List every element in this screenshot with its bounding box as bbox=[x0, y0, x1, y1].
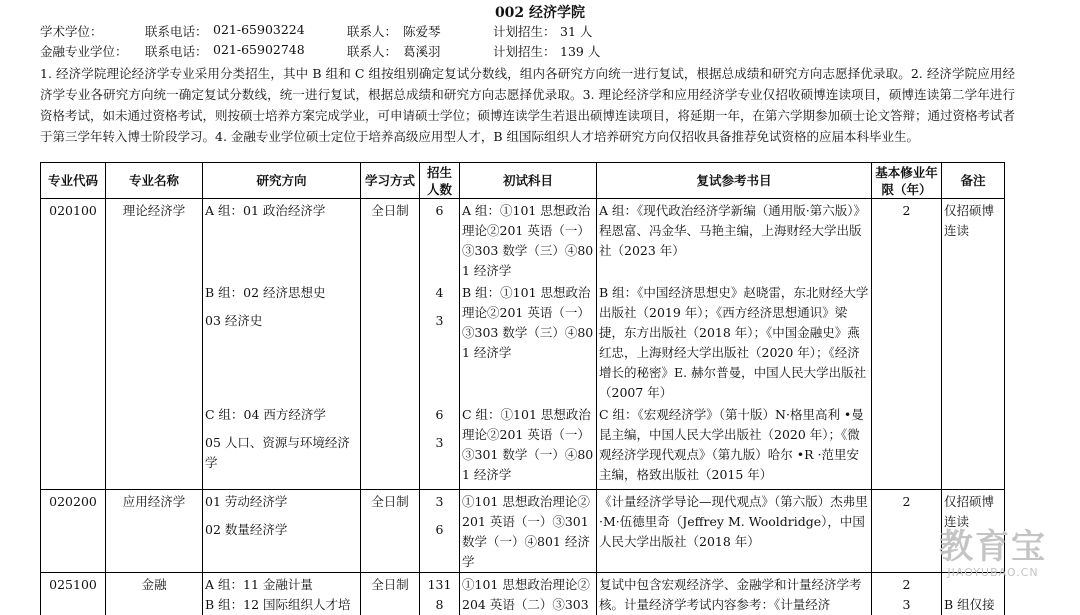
cell-books: 《计量经济学导论—现代观点》（第六版）杰弗里 ·M·伍德里奇（Jeffrey M. Wooldridge），中国人民大学出版社（2018 年） bbox=[597, 489, 872, 572]
cell-enroll bbox=[420, 403, 460, 489]
contact-phone-label-1: 联系电话： bbox=[145, 24, 208, 39]
table-row bbox=[41, 199, 1005, 282]
direction-line: 01 劳动经济学 bbox=[205, 493, 288, 509]
header-mode: 学习方式 bbox=[361, 163, 420, 199]
header-exam: 初试科目 bbox=[460, 163, 597, 199]
watermark-url: JIAOYUBAO.CN bbox=[947, 566, 1039, 579]
enroll-value: 8 bbox=[435, 596, 444, 612]
cell-name: 理论经济学 bbox=[106, 199, 203, 490]
contact-degree-1: 学术学位： bbox=[40, 24, 103, 39]
table-row bbox=[41, 572, 1005, 615]
cell-direction bbox=[203, 281, 361, 403]
cell-name: 应用经济学 bbox=[106, 489, 203, 572]
cell-code: 025100 bbox=[41, 572, 106, 615]
direction-line: B 组：12 国际组织人才培 bbox=[205, 596, 351, 612]
enroll-value: 3 bbox=[435, 493, 444, 509]
contact-person-2: 葛溪羽 bbox=[403, 44, 441, 59]
years-value: 3 bbox=[902, 596, 911, 612]
cell-enroll bbox=[420, 281, 460, 403]
contact-degree-2: 金融专业学位： bbox=[40, 44, 128, 59]
enroll-value: 3 bbox=[435, 313, 444, 328]
cell-direction bbox=[203, 572, 361, 615]
intro-paragraph: 1. 经济学院理论经济学专业采用分类招生，其中 B 组和 C 组按组别确定复试分数线，组内各研究方向统一进行复试，根据总成绩和研究方向志愿择优录取。2. 经济学院应用经济学专业各研究方向统一确定复试分数线，统一进行复试，根据总成绩和研究方向志愿择优录取。3. 理论经济学和应用经济学专业仅招收硕博连读项目，硕博连读第二学年进行资格考试，如未通过资格考试，则按硕士培养方案完成学业，可申请硕士学位；硕博连读学生若退出硕博连读项目，将延期一年，在第六学期参加硕士论文答辩；通过资格考试者于第三学年转入博士阶段学习。4. 金融专业学位硕士定位于培养高级应用型人才，B 组国际组织人才培养研究方向仅招收具备推荐免试资格的应届本科毕业生。 bbox=[40, 66, 1016, 144]
cell-direction: A 组：01 政治经济学 bbox=[203, 199, 361, 282]
header-years-line1: 基本修业年 bbox=[875, 164, 938, 180]
header-enroll bbox=[420, 163, 460, 199]
contact-phone-2: 021-65902748 bbox=[213, 42, 305, 57]
cell-books: B 组：《中国经济思想史》赵晓雷，东北财经大学出版社（2019 年）；《西方经济思想通识》梁捷，东方出版社（2018 年）；《中国金融史》燕红忠，上海财经大学出版社（2020 年）；《经济增长的秘密》E. 赫尔普曼，中国人民大学出版社（2007 年） bbox=[597, 281, 872, 403]
header-direction: 研究方向 bbox=[203, 163, 361, 199]
note-value: B 组仅接 bbox=[944, 596, 995, 612]
watermark-text: 教育宝 bbox=[939, 527, 1047, 567]
contact-person-label-2: 联系人： bbox=[347, 44, 398, 59]
contact-person-1: 陈爱琴 bbox=[403, 24, 441, 39]
cell-note: 仅招硕博连读 bbox=[942, 199, 1005, 490]
cell-exam: B 组：①101 思想政治理论②201 英语（一）③303 数学（三）④801 经济学 bbox=[460, 281, 597, 403]
years-value: 2 bbox=[902, 576, 911, 592]
program-table bbox=[40, 162, 1005, 615]
direction-line: B 组：02 经济思想史 bbox=[205, 285, 326, 300]
cell-books: 复试中包含宏观经济学、金融学和计量经济学考核。计量经济学考试内容参考：《计量经济 bbox=[597, 572, 872, 615]
contact-plan-label-1: 计划招生： bbox=[493, 24, 556, 39]
header-code: 专业代码 bbox=[41, 163, 106, 199]
contact-person-label-1: 联系人： bbox=[347, 24, 398, 39]
cell-mode: 全日制 bbox=[361, 489, 420, 572]
contact-phone-label-2: 联系电话： bbox=[145, 44, 208, 59]
cell-mode: 全日制 bbox=[361, 199, 420, 490]
contact-plan-2: 139 人 bbox=[560, 44, 601, 59]
watermark-logo bbox=[928, 528, 1058, 579]
contact-plan-label-2: 计划招生： bbox=[493, 44, 556, 59]
enroll-value: 131 bbox=[427, 576, 452, 592]
cell-code: 020200 bbox=[41, 489, 106, 572]
direction-line: 03 经济史 bbox=[205, 313, 263, 328]
enroll-value: 6 bbox=[435, 521, 444, 537]
cell-enroll bbox=[420, 489, 460, 572]
contact-phone-1: 021-65903224 bbox=[213, 22, 305, 37]
direction-line: C 组：04 西方经济学 bbox=[205, 407, 326, 422]
cell-years: 2 bbox=[872, 199, 942, 490]
header-enroll-line1: 招生 bbox=[426, 164, 452, 180]
cell-name: 金融 bbox=[106, 572, 203, 615]
direction-line: 05 人口、资源与环境经济学 bbox=[205, 435, 350, 470]
cell-direction bbox=[203, 403, 361, 489]
cell-note: 仅招硕博连读 bbox=[942, 489, 1005, 572]
cell-exam: A 组：①101 思想政治理论②201 英语（一）③303 数学（三）④801 经济学 bbox=[460, 199, 597, 282]
cell-direction bbox=[203, 489, 361, 572]
header-note: 备注 bbox=[942, 163, 1005, 199]
cell-mode: 全日制 bbox=[361, 572, 420, 615]
enroll-value: 4 bbox=[435, 285, 444, 300]
enroll-value: 3 bbox=[435, 435, 444, 450]
header-books: 复试参考书目 bbox=[597, 163, 872, 199]
cell-code: 020100 bbox=[41, 199, 106, 490]
header-name: 专业名称 bbox=[106, 163, 203, 199]
table-header-row bbox=[41, 163, 1005, 199]
direction-line: 02 数量经济学 bbox=[205, 521, 288, 537]
cell-years: 2 bbox=[872, 489, 942, 572]
cell-enroll bbox=[420, 572, 460, 615]
cell-books: C 组：《宏观经济学》（第十版）N·格里高利 •曼昆主编，中国人民大学出版社（2020 年）；《微观经济学现代观点》（第九版）哈尔 •R ·范里安主编，格致出版社（2015 年） bbox=[597, 403, 872, 489]
header-enroll-line2: 人数 bbox=[426, 181, 452, 197]
cell-books: A 组：《现代政治经济学新编（通用版·第六版）》程恩富、冯金华、马艳主编，上海财经大学出版社（2023 年） bbox=[597, 199, 872, 282]
direction-line: A 组：11 金融计量 bbox=[205, 576, 313, 592]
cell-exam: C 组：①101 思想政治理论②201 英语（一）③301 数学（一）④801 经济学 bbox=[460, 403, 597, 489]
header-years bbox=[872, 163, 942, 199]
cell-enroll: 6 bbox=[420, 199, 460, 282]
contact-plan-1: 31 人 bbox=[560, 24, 593, 39]
table-row bbox=[41, 489, 1005, 572]
cell-exam: ①101 思想政治理论②201 英语（一）③301 数学（一）④801 经济学 bbox=[460, 489, 597, 572]
enroll-value: 6 bbox=[435, 407, 444, 422]
header-years-line2: 限（年） bbox=[881, 181, 932, 197]
page-title: 002 经济学院 bbox=[494, 5, 586, 21]
cell-exam: ①101 思想政治理论②204 英语（二）③303 bbox=[460, 572, 597, 615]
